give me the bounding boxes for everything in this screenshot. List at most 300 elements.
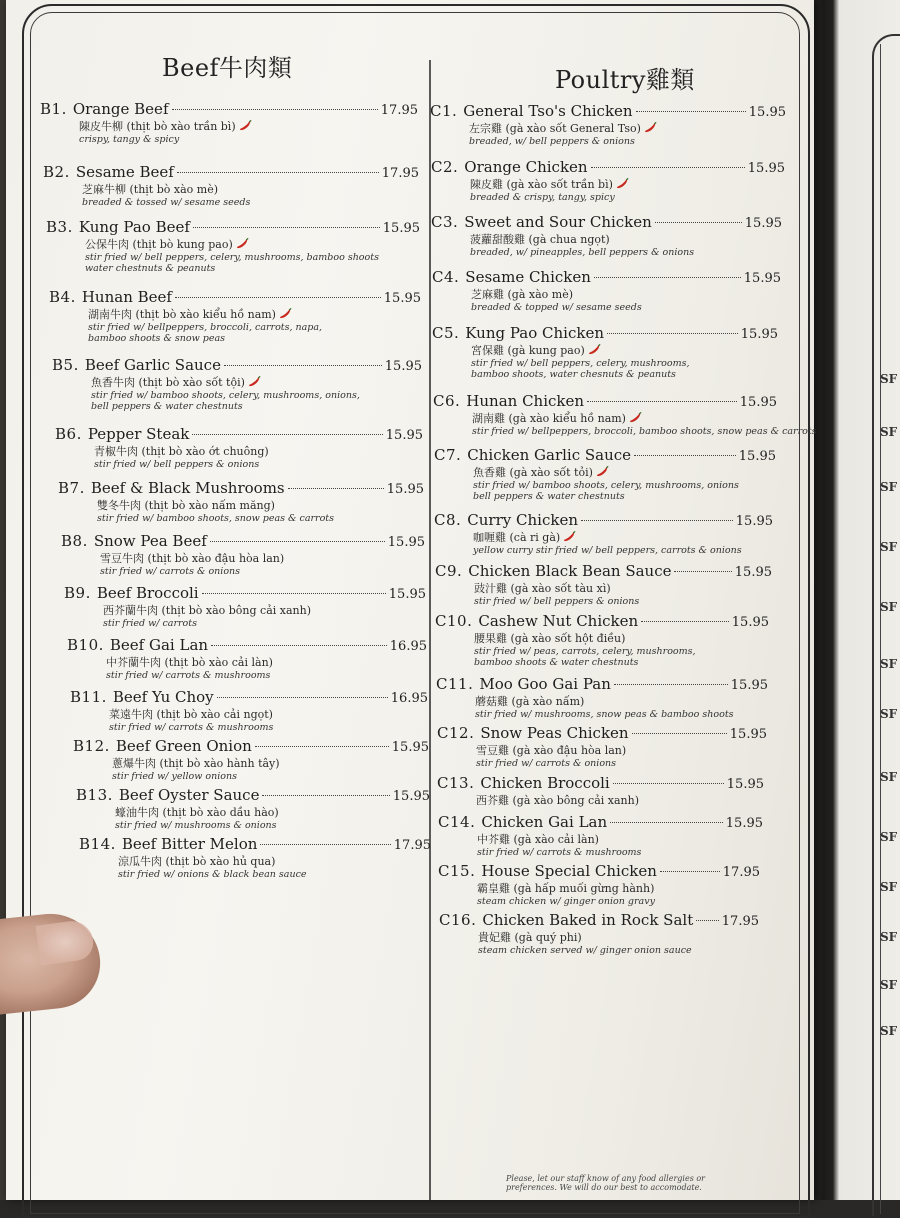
menu-item (430, 102, 786, 147)
dot-leader (587, 401, 737, 402)
dot-leader (641, 621, 729, 622)
menu-item-line (430, 102, 786, 120)
item-price: 15.95 (739, 395, 777, 410)
dot-leader (202, 593, 386, 594)
item-subtitle-text: 雪豆雞 (gà xào đậu hòa lan) (476, 744, 627, 757)
item-subtitle (474, 630, 769, 646)
item-name: Snow Pea Beef (93, 532, 207, 550)
item-subtitle-text: 中芥雞 (gà xào cải làn) (477, 833, 599, 846)
item-subtitle-text: 魚香雞 (gà xào sốt tỏi) (473, 466, 593, 479)
item-code: B5. (52, 356, 79, 374)
menu-item (73, 737, 429, 782)
item-code: B7. (58, 479, 85, 497)
item-description: bell peppers & water chestnuts (473, 491, 625, 502)
item-description: bamboo shoots, water chesnuts & peanuts (471, 369, 676, 380)
menu-item-line (434, 446, 776, 464)
item-code: C8. (434, 511, 462, 529)
item-price: 15.95 (748, 105, 786, 120)
item-name: Sweet and Sour Chicken (464, 213, 652, 231)
item-name: Orange Chicken (464, 158, 588, 176)
item-subtitle-text: 魚香牛肉 (thịt bò xào sốt tội) (91, 376, 245, 389)
item-price: 15.95 (743, 271, 781, 286)
item-subtitle (471, 342, 778, 358)
item-name: Kung Pao Chicken (465, 324, 604, 342)
item-subtitle (476, 792, 764, 808)
dot-leader (674, 571, 731, 572)
chili-pepper-icon (644, 122, 657, 133)
item-subtitle-text: 湖南雞 (gà xào kiểu hồ nam) (472, 412, 626, 425)
item-subtitle-text: 公保牛肉 (thịt bò kung pao) (85, 238, 233, 251)
item-description: stir fried w/ mushrooms, snow peas & bamboo shoots (475, 709, 734, 720)
dot-leader (224, 365, 382, 366)
item-subtitle (470, 176, 785, 192)
item-description: stir fried w/ yellow onions (112, 771, 237, 782)
item-price: 15.95 (392, 789, 430, 804)
item-price: 15.95 (731, 615, 769, 630)
menu-item-line (434, 511, 773, 529)
item-name: Beef Oyster Sauce (118, 786, 260, 804)
item-subtitle-text: 中芥蘭牛肉 (thịt bò xào cải làn) (106, 656, 273, 669)
item-subtitle (91, 374, 422, 390)
item-subtitle (477, 831, 763, 847)
item-subtitle-text: 西芥雞 (gà xào bông cải xanh) (476, 794, 640, 807)
next-page-code: SF (880, 425, 898, 439)
next-page-code: SF (880, 880, 898, 894)
item-subtitle-text: 蘑菇雞 (gà xào nấm) (475, 695, 585, 708)
item-name: Beef Garlic Sauce (84, 356, 221, 374)
item-name: General Tso's Chicken (463, 102, 633, 120)
dot-leader (696, 920, 719, 921)
item-description: breaded & crispy, tangy, spicy (470, 192, 615, 203)
item-description: breaded & tossed w/ sesame seeds (82, 197, 251, 208)
menu-item-line (67, 636, 427, 654)
item-name: Sesame Beef (75, 163, 174, 181)
item-code: B14. (79, 835, 116, 853)
menu-item-line (46, 218, 420, 236)
item-subtitle-text: 西芥蘭牛肉 (thịt bò xào bông cải xanh) (103, 604, 312, 617)
item-subtitle-text: 菜遠牛肉 (thịt bò xào cải ngọt) (109, 708, 273, 721)
menu-item-line (438, 813, 763, 831)
item-description: stir fried w/ bell peppers & onions (94, 459, 260, 470)
item-subtitle (85, 236, 420, 252)
item-description: stir fried w/ bamboo shoots, celery, mushrooms, onions (473, 480, 739, 491)
dot-leader (192, 434, 382, 435)
dot-leader (260, 844, 390, 845)
menu-item (436, 675, 768, 720)
item-price: 15.95 (387, 535, 425, 550)
item-subtitle-text: 腰果雞 (gà xào sốt hột điều) (474, 632, 626, 645)
item-price: 15.95 (730, 678, 768, 693)
menu-item-line (76, 786, 430, 804)
item-code: C2. (431, 158, 459, 176)
item-name: Sesame Chicken (465, 268, 591, 286)
item-name: Beef Yu Choy (112, 688, 214, 706)
item-subtitle-text: 蠔油牛肉 (thịt bò xào dầu hào) (115, 806, 279, 819)
dot-leader (632, 733, 727, 734)
item-name: Kung Pao Beef (78, 218, 190, 236)
item-description: stir fried w/ carrots (103, 618, 197, 629)
item-subtitle-text: 陳皮牛柳 (thịt bò xào trần bì) (79, 120, 236, 133)
item-subtitle-text: 湖南牛肉 (thịt bò xào kiểu hồ nam) (88, 308, 276, 321)
item-description: yellow curry stir fried w/ bell peppers, carrots & onions (473, 545, 742, 556)
item-price: 15.95 (726, 777, 764, 792)
chili-pepper-icon (236, 238, 249, 249)
item-name: Beef Gai Lan (109, 636, 209, 654)
item-code: B10. (67, 636, 104, 654)
item-code: C12. (437, 724, 475, 742)
item-description: stir fried w/ mushrooms & onions (115, 820, 277, 831)
menu-item-line (52, 356, 422, 374)
next-page-code: SF (880, 372, 898, 386)
item-name: Chicken Gai Lan (481, 813, 608, 831)
item-code: B3. (46, 218, 73, 236)
menu-item-line (79, 835, 431, 853)
item-price: 16.95 (389, 639, 427, 654)
item-description: steam chicken served w/ ginger onion sauce (478, 945, 692, 956)
item-price: 15.95 (391, 740, 429, 755)
menu-item (437, 774, 764, 808)
menu-item-line (58, 479, 424, 497)
item-subtitle (476, 742, 767, 758)
item-description: stir fried w/ carrots & mushrooms (477, 847, 642, 858)
item-price: 17.95 (722, 865, 760, 880)
item-price: 15.95 (386, 482, 424, 497)
dot-leader (614, 684, 728, 685)
item-price: 15.95 (735, 514, 773, 529)
item-subtitle-text: 菠蘿甜酸雞 (gà chua ngọt) (470, 233, 610, 246)
menu-item-line (437, 724, 767, 742)
menu-item (61, 532, 425, 577)
dot-leader (255, 746, 389, 747)
item-description: stir fried w/ bamboo shoots, snow peas & carrots (97, 513, 335, 524)
dot-leader (262, 795, 389, 796)
menu-item-line (437, 774, 764, 792)
footnote-line: Please, let our staff know of any food allergies or (506, 1174, 705, 1183)
item-price: 15.95 (388, 587, 426, 602)
item-subtitle-text: 芝麻牛柳 (thịt bò xào mè) (82, 183, 219, 196)
item-name: Hunan Chicken (466, 392, 585, 410)
dot-leader (210, 541, 385, 542)
beef-section-title: Beef牛肉類 (162, 54, 293, 82)
menu-item-line (73, 737, 429, 755)
item-code: C10. (435, 612, 473, 630)
item-code: C14. (438, 813, 476, 831)
chili-pepper-icon (239, 120, 252, 131)
item-subtitle-text: 芝麻雞 (gà xào mè) (471, 288, 573, 301)
item-subtitle (88, 306, 421, 322)
item-price: 15.95 (385, 428, 423, 443)
item-subtitle (475, 693, 768, 709)
item-description: stir fried w/ peas, carrots, celery, mushrooms, (474, 646, 696, 657)
menu-item-line (61, 532, 425, 550)
item-code: C15. (438, 862, 476, 880)
poultry-section-title: Poultry雞類 (555, 66, 695, 94)
dot-leader (660, 871, 720, 872)
dot-leader (594, 277, 741, 278)
item-name: Beef Green Onion (115, 737, 252, 755)
menu-item-line (435, 612, 769, 630)
item-subtitle (115, 804, 430, 820)
dot-leader (193, 227, 380, 228)
chili-pepper-icon (563, 531, 576, 542)
item-price: 17.95 (380, 103, 418, 118)
footnote-line: preferences. We will do our best to accomodate. (506, 1183, 702, 1192)
item-description: stir fried w/ bell peppers, celery, mushrooms, bamboo shoots (85, 252, 379, 263)
next-page-code: SF (880, 930, 898, 944)
chili-pepper-icon (616, 178, 629, 189)
menu-item (432, 324, 778, 380)
dot-leader (288, 488, 384, 489)
item-subtitle (97, 497, 424, 513)
item-name: Beef Bitter Melon (121, 835, 258, 853)
item-name: Snow Peas Chicken (480, 724, 629, 742)
item-description: stir fried w/ bell peppers, celery, mushrooms, (471, 358, 690, 369)
next-page-code: SF (880, 770, 898, 784)
item-description: steam chicken w/ ginger onion gravy (477, 896, 655, 907)
item-subtitle (469, 120, 786, 136)
dot-leader (607, 333, 738, 334)
menu-item-line (432, 268, 781, 286)
item-name: Beef & Black Mushrooms (90, 479, 285, 497)
next-page-code: SF (880, 480, 898, 494)
item-description: bell peppers & water chestnuts (91, 401, 243, 412)
dot-leader (175, 297, 381, 298)
item-code: C13. (437, 774, 475, 792)
dot-leader (581, 520, 733, 521)
item-subtitle (118, 853, 431, 869)
menu-item (439, 911, 759, 956)
item-price: 15.95 (383, 291, 421, 306)
item-subtitle-text: 青椒牛肉 (thịt bò xào ớt chuông) (94, 445, 269, 458)
item-subtitle (470, 231, 782, 247)
menu-item (49, 288, 421, 344)
menu-item-line (70, 688, 428, 706)
item-description: stir fried w/ bell peppers & onions (474, 596, 640, 607)
menu-item (435, 612, 769, 668)
item-code: B12. (73, 737, 110, 755)
menu-item (438, 813, 763, 858)
item-code: C4. (432, 268, 460, 286)
item-code: C9. (435, 562, 463, 580)
item-description: water chestnuts & peanuts (85, 263, 216, 274)
item-price: 16.95 (390, 691, 428, 706)
dot-leader (172, 109, 378, 110)
menu-item (55, 425, 423, 470)
item-name: Beef Broccoli (96, 584, 199, 602)
item-description: stir fried w/ carrots & mushrooms (109, 722, 274, 733)
next-page-code: SF (880, 830, 898, 844)
menu-item-line (431, 213, 782, 231)
menu-item-line (432, 324, 778, 342)
item-price: 15.95 (382, 221, 420, 236)
item-code: B4. (49, 288, 76, 306)
next-page-code: SF (880, 707, 898, 721)
chili-pepper-icon (629, 412, 642, 423)
chili-pepper-icon (248, 376, 261, 387)
menu-item (67, 636, 427, 681)
menu-item-line (438, 862, 760, 880)
menu-item (70, 688, 428, 733)
menu-item-line (431, 158, 785, 176)
item-code: C11. (436, 675, 474, 693)
item-code: C3. (431, 213, 459, 231)
item-name: Hunan Beef (81, 288, 172, 306)
item-code: C16. (439, 911, 477, 929)
menu-item (43, 163, 419, 208)
menu-item (435, 562, 772, 607)
menu-item-line (40, 100, 418, 118)
item-subtitle-text: 霸皇雞 (gà hấp muối gừng hành) (477, 882, 655, 895)
item-subtitle (106, 654, 427, 670)
item-subtitle-text: 豉汁雞 (gà xào sốt tàu xì) (474, 582, 611, 595)
dot-leader (211, 645, 387, 646)
menu-item (76, 786, 430, 831)
item-description: stir fried w/ carrots & onions (100, 566, 241, 577)
dot-leader (177, 172, 379, 173)
menu-item-line (435, 562, 772, 580)
item-name: Moo Goo Gai Pan (479, 675, 611, 693)
item-description: crispy, tangy & spicy (79, 134, 180, 145)
dot-leader (655, 222, 742, 223)
item-price: 17.95 (381, 166, 419, 181)
item-price: 15.95 (729, 727, 767, 742)
menu-item (433, 392, 817, 437)
menu-item (52, 356, 422, 412)
next-page-code: SF (880, 1024, 898, 1038)
menu-item (431, 213, 782, 258)
item-description: stir fried w/ carrots & onions (476, 758, 617, 769)
item-description: bamboo shoots & snow peas (88, 333, 226, 344)
item-subtitle (103, 602, 426, 618)
item-price: 17.95 (393, 838, 431, 853)
dot-leader (613, 783, 724, 784)
item-code: C5. (432, 324, 460, 342)
menu-item (437, 724, 767, 769)
item-subtitle-text: 陳皮雞 (gà xào sốt trần bì) (470, 178, 613, 191)
next-page-border-inner (880, 44, 900, 1214)
chili-pepper-icon (279, 308, 292, 319)
dot-leader (217, 697, 388, 698)
menu-item-line (43, 163, 419, 181)
item-price: 15.95 (740, 327, 778, 342)
item-code: B6. (55, 425, 82, 443)
menu-item-line (64, 584, 426, 602)
item-subtitle-text: 雙冬牛肉 (thịt bò xào nấm măng) (97, 499, 275, 512)
menu-item (46, 218, 420, 274)
item-name: Chicken Broccoli (480, 774, 610, 792)
item-price: 15.95 (734, 565, 772, 580)
item-code: B2. (43, 163, 70, 181)
item-name: Chicken Garlic Sauce (467, 446, 632, 464)
allergy-footnote (506, 1174, 705, 1192)
menu-item-line (49, 288, 421, 306)
item-subtitle (472, 410, 777, 426)
item-subtitle (82, 181, 419, 197)
next-page-code: SF (880, 540, 898, 554)
item-code: C1. (430, 102, 458, 120)
item-subtitle-text: 雪豆牛肉 (thịt bò xào đậu hòa lan) (100, 552, 285, 565)
dot-leader (636, 111, 746, 112)
item-price: 17.95 (721, 914, 759, 929)
item-price: 15.95 (744, 216, 782, 231)
menu-item (40, 100, 418, 145)
item-name: Curry Chicken (467, 511, 578, 529)
menu-item (438, 862, 760, 907)
item-code: B1. (40, 100, 67, 118)
item-description: stir fried w/ bamboo shoots, celery, mushrooms, onions, (91, 390, 360, 401)
item-description: breaded, w/ pineapples, bell peppers & onions (470, 247, 695, 258)
item-subtitle-text: 宮保雞 (gà kung pao) (471, 344, 585, 357)
item-subtitle-text: 左宗雞 (gà xào sốt General Tso) (469, 122, 641, 135)
item-name: Orange Beef (72, 100, 169, 118)
item-code: C7. (434, 446, 462, 464)
menu-item-line (55, 425, 423, 443)
item-subtitle (112, 755, 429, 771)
item-price: 15.95 (384, 359, 422, 374)
next-page-code: SF (880, 600, 898, 614)
item-subtitle (473, 529, 773, 545)
dot-leader (634, 455, 736, 456)
item-subtitle (478, 929, 759, 945)
menu-item (432, 268, 781, 313)
menu-item (79, 835, 431, 880)
next-page-code: SF (880, 978, 898, 992)
item-subtitle-text: 咖喱雞 (cà ri gà) (473, 531, 561, 544)
menu-item-line (436, 675, 768, 693)
item-name: House Special Chicken (481, 862, 657, 880)
menu-item-line (439, 911, 759, 929)
item-subtitle-text: 貴妃雞 (gà quý phi) (478, 931, 582, 944)
item-description: bamboo shoots & water chestnuts (474, 657, 639, 668)
item-code: B13. (76, 786, 113, 804)
menu-item (434, 446, 776, 502)
item-code: C6. (433, 392, 461, 410)
chili-pepper-icon (596, 466, 609, 477)
item-subtitle-text: 蔥爆牛肉 (thịt bò xào hành tây) (112, 757, 280, 770)
item-subtitle (474, 580, 772, 596)
menu-item (64, 584, 426, 629)
item-subtitle (471, 286, 781, 302)
dot-leader (610, 822, 723, 823)
item-code: B9. (64, 584, 91, 602)
item-code: B11. (70, 688, 107, 706)
item-price: 15.95 (747, 161, 785, 176)
item-name: Chicken Black Bean Sauce (468, 562, 672, 580)
next-page-code: SF (880, 657, 898, 671)
item-description: breaded, w/ bell peppers & onions (469, 136, 635, 147)
menu-item-line (433, 392, 777, 410)
item-price: 15.95 (738, 449, 776, 464)
item-description: stir fried w/ bellpeppers, broccoli, carrots, napa, (88, 322, 323, 333)
dot-leader (591, 167, 745, 168)
item-name: Cashew Nut Chicken (478, 612, 639, 630)
item-code: B8. (61, 532, 88, 550)
item-description: stir fried w/ bellpeppers, broccoli, bamboo shoots, snow peas & carrots (472, 426, 817, 437)
item-description: breaded & topped w/ sesame seeds (471, 302, 642, 313)
menu-item (431, 158, 785, 203)
item-subtitle (477, 880, 760, 896)
item-name: Chicken Baked in Rock Salt (482, 911, 694, 929)
chili-pepper-icon (588, 344, 601, 355)
item-subtitle (79, 118, 418, 134)
item-description: stir fried w/ onions & black bean sauce (118, 869, 307, 880)
item-subtitle (94, 443, 423, 459)
item-subtitle-text: 涼瓜牛肉 (thịt bò xào hủ qua) (118, 855, 276, 868)
item-subtitle (100, 550, 425, 566)
item-subtitle (473, 464, 776, 480)
item-subtitle (109, 706, 428, 722)
item-description: stir fried w/ carrots & mushrooms (106, 670, 271, 681)
